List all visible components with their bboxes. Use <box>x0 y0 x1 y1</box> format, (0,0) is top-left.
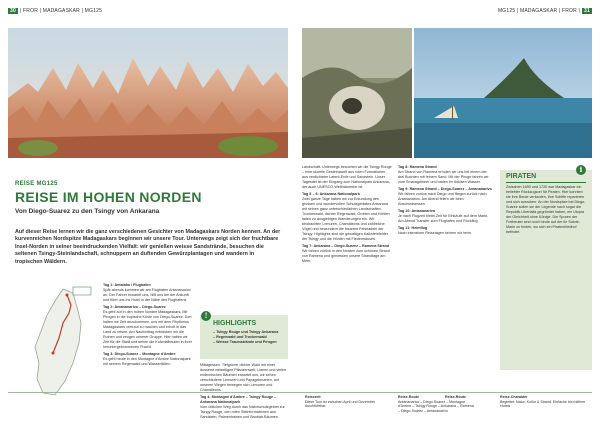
reise-kicker: REISE MG125 <box>15 181 58 187</box>
itinerary-entry <box>398 209 492 224</box>
footer-heading: Reisezeit <box>305 395 321 399</box>
tsingy-rouge-photo <box>8 28 288 158</box>
page-subtitle: Von Diego-Suarez zu den Tsingy von Ankarana <box>15 208 160 215</box>
day-text: Es geht auf in den hohen Norden Madagaskars. Mit Pirogen in die tropische Küste von Diego-Suarez. Dort halten wir Zeit anzukommen, uns mit dem Rhythmus Madagaskars vertraut zu machen und erholt in das Land zu reisen. Am Nachmittag entdecken wir die Ruinen und zeugen unserer Gruppe. Hier haben wir Zeit für die Stadt und sehen die Kolonialbauten in ihrer heruntergekommenen Pracht. <box>103 310 192 349</box>
page-number-left: 30 <box>10 8 16 14</box>
itinerary-entry <box>302 244 392 264</box>
itinerary-entry <box>398 187 492 207</box>
footer-divider <box>8 392 592 393</box>
itinerary-entry <box>200 363 290 393</box>
day-text: Je nach Flugzeit bleibt Zeit für Einkäufe auf dem Markt. Am Abend Transfer zum Flughafen und Rückflug. <box>398 214 489 223</box>
day-heading: Tag 1: Antalaha / Flughafen <box>103 283 151 287</box>
itinerary-column-d <box>398 165 492 238</box>
footer-reisezeit <box>305 395 393 409</box>
running-head-left <box>8 8 102 14</box>
itinerary-entry <box>398 165 492 185</box>
footer-heading: Reise-Charakter <box>500 395 528 399</box>
day-text: Nach intensiven Reisetagen kehren wir heim. <box>398 231 472 235</box>
day-text: Wir fahren zurück in den Norden zum schönen Strand von Ramena und geniessen unsere Strandtage am Meer. <box>302 249 390 263</box>
info-icon: i <box>576 165 586 175</box>
itinerary-entry <box>302 165 392 190</box>
day-text: Vom üblichen Weg durch das Naturschutzgebiet zur Tsingy Rouge, den roten Steinformationen aus Sandstein, Palmenhainen und Baobab-Bäumen. <box>200 405 285 419</box>
day-heading: Tag 10: Antananarivo <box>398 209 436 213</box>
day-heading: Tag 5 – 6: Ankarana Nationalpark <box>302 192 360 196</box>
day-heading: Tag 7: Ankarana – Diego-Suarez – Ramena Strand <box>302 244 390 248</box>
route-map <box>15 283 95 401</box>
footer-text: Begleitet: Natur, Kultur & Strand. Einfache bis mittlere Hotels <box>500 399 586 409</box>
highlight-item: – Weisse Traumstrände und Pirogen <box>213 340 277 344</box>
day-text: Spät abends kommen wir am Flughafen Antananarivo an. Der Fahrer erwartet uns, hilft uns bei der Ankunft und führt uns ins Hotel in der Nähe des Flughafens. <box>103 288 191 302</box>
day-heading: Tag 11: Heimflug <box>398 226 428 230</box>
lead-paragraph: Auf dieser Reise lernen wir die ganz verschiedenen Gesichter von Madagaskars Norden kennen. An der kurvenreichen Nordspitze Madagaskars beginnen wir unsere Tour. Unterwegs zeigt sich der fruchtbare Insel-Norden in seiner beeindruckenden Vielfalt: wir genießen weisse Sandstrände, besuchen die seltenen Tsingy-Steinlandschaft, schnuppern an duftenden Gewürzplantagen und wandern in tropischen Wäldern. <box>15 229 281 265</box>
day-text: Zwei ganze Tage haben wir zur Erkundung des grossen und wundervollen Schutzgebietes Ankarana mit seinen ganz unterschiedlichen Landschaften. Trockenwald, dichter Regenwald, Grotten und Höhlen laden zu ausgiebigen Wanderungen ein. Wir beobachten Lemuren, Chamäleons und zahlreiche Vögel und bewundern die bizarren Felsnadeln der Tsingy. Highlights sind die gewaltigen Kalksteinfelder der Tsingy und die Höhlen mit Fledermäusen. <box>302 197 390 241</box>
day-text: Mittagessen. Tiefgrüner dichter Wald mit einer äusserst vielseitigen Pflanzenwelt, Lianen und vielen endemischen Bäumen erwartet uns, wir sehen verschiedene Lemuren und Papageienarten, auf unseren Wegen bewegen sich Lemuren und Chamäleons. <box>200 363 287 392</box>
exclamation-icon: ! <box>201 311 211 321</box>
footer-text: Antananarivo – Diego-Suarez – Montagne d'Ambre – Tsingy Rouge – Ankarana – Ramena – Diego-Suarez – Antananarivo <box>398 399 474 413</box>
footer-route-b <box>445 395 490 400</box>
pirates-title: PIRATEN <box>506 173 537 180</box>
day-heading: Tag 9: Ramena Strand – Diego-Suarez – Antananarivo <box>398 187 492 191</box>
highlight-item: – Tsingy Rouge und Tsingy Ankarana <box>213 330 279 334</box>
highlights-title: HIGHLIGHTS <box>213 320 257 327</box>
day-heading: Tag 4: Montagne d'Ambre – Tsingy Rouge – Ankarana Nationalpark <box>200 395 277 404</box>
forest-photo <box>302 28 412 158</box>
itinerary-entry <box>103 305 193 350</box>
day-text: Wir fahren zurück nach Diego und fliegen zurück nach Antananarivo. Am Abend feiern wir beim Abschiedsessen. <box>398 192 487 206</box>
day-heading: Tag 2: Antananarivo – Diego-Suarez <box>103 305 166 309</box>
running-head-left-text: | FROR | MADAGASKAR | MG125 <box>19 8 103 14</box>
itinerary-column-a <box>103 283 193 369</box>
pirates-text: Zwischen 1690 und 1720 war Madagaskar ein beliebter Rückzugsort für Piraten. Hier konnten sie ihre Beute verkaufen, ihre Schiffe reparieren und sich ausruhen. An der Nordspitze bei Diego-Suarez sollen sie der Legende nach sogar die Republik Libertalia gegründet haben, ein Utopia der Gleichheit ohne Könige. Die Spuren der Freibeuter sind noch heute auf der Ile Sainte-Marie zu finden, wo sich ein Piratenfriedhof befindet. <box>506 185 586 234</box>
day-text: Am Strand von Ramena erholen wir uns bei einem der drei Buchten mit feinem Sand. Mit der Piroge fahren wir zum Smaragdmeer und baden im türkisen Wasser. <box>398 170 489 184</box>
running-head-right <box>498 8 592 14</box>
footer-character <box>500 395 590 409</box>
page-title: REISE IM HOHEN NORDEN <box>15 189 202 205</box>
itinerary-entry <box>398 226 492 236</box>
itinerary-column-c <box>302 165 392 266</box>
day-text: Es geht heute in den Montagne d'Ambre Nationalpark mit seinem Regenwald und Wasserfällen. <box>103 357 191 366</box>
itinerary-entry <box>302 192 392 242</box>
running-head-right-text: MG125 | MADAGASKAR | FROR | <box>497 8 581 14</box>
page-number-right: 31 <box>584 8 590 14</box>
day-heading: Tag 3: Diego-Suarez – Montagne d'Ambre <box>103 352 176 356</box>
day-text: Landschaft. Unterwegs besuchen wir die Tsingy Rouge – eine skurrile Gesteinswelt aus roten Formationen aus verdichteter Laterit-Erde und Sandstein. Unser Tagesdel ist der Eingang zum Nationalpark Ankarana, der auch UNESCO-Weltnaturerbe ist. <box>302 165 392 189</box>
pirates-divider <box>506 182 586 183</box>
itinerary-entry <box>103 283 193 303</box>
highlights-list <box>213 330 285 345</box>
itinerary-entry <box>103 352 193 367</box>
highlight-item: – Regenwald und Trockenwald <box>213 335 267 339</box>
footer-text: Diese Tour ist zwischen April und Dezember durchführbar. <box>305 399 376 409</box>
itinerary-entry <box>200 395 290 420</box>
footer-heading: Reise-Route <box>445 395 466 399</box>
ramena-beach-photo <box>414 28 592 158</box>
day-heading: Tag 8: Ramena Strand <box>398 165 437 169</box>
footer-heading: Reise-Route <box>398 395 419 399</box>
